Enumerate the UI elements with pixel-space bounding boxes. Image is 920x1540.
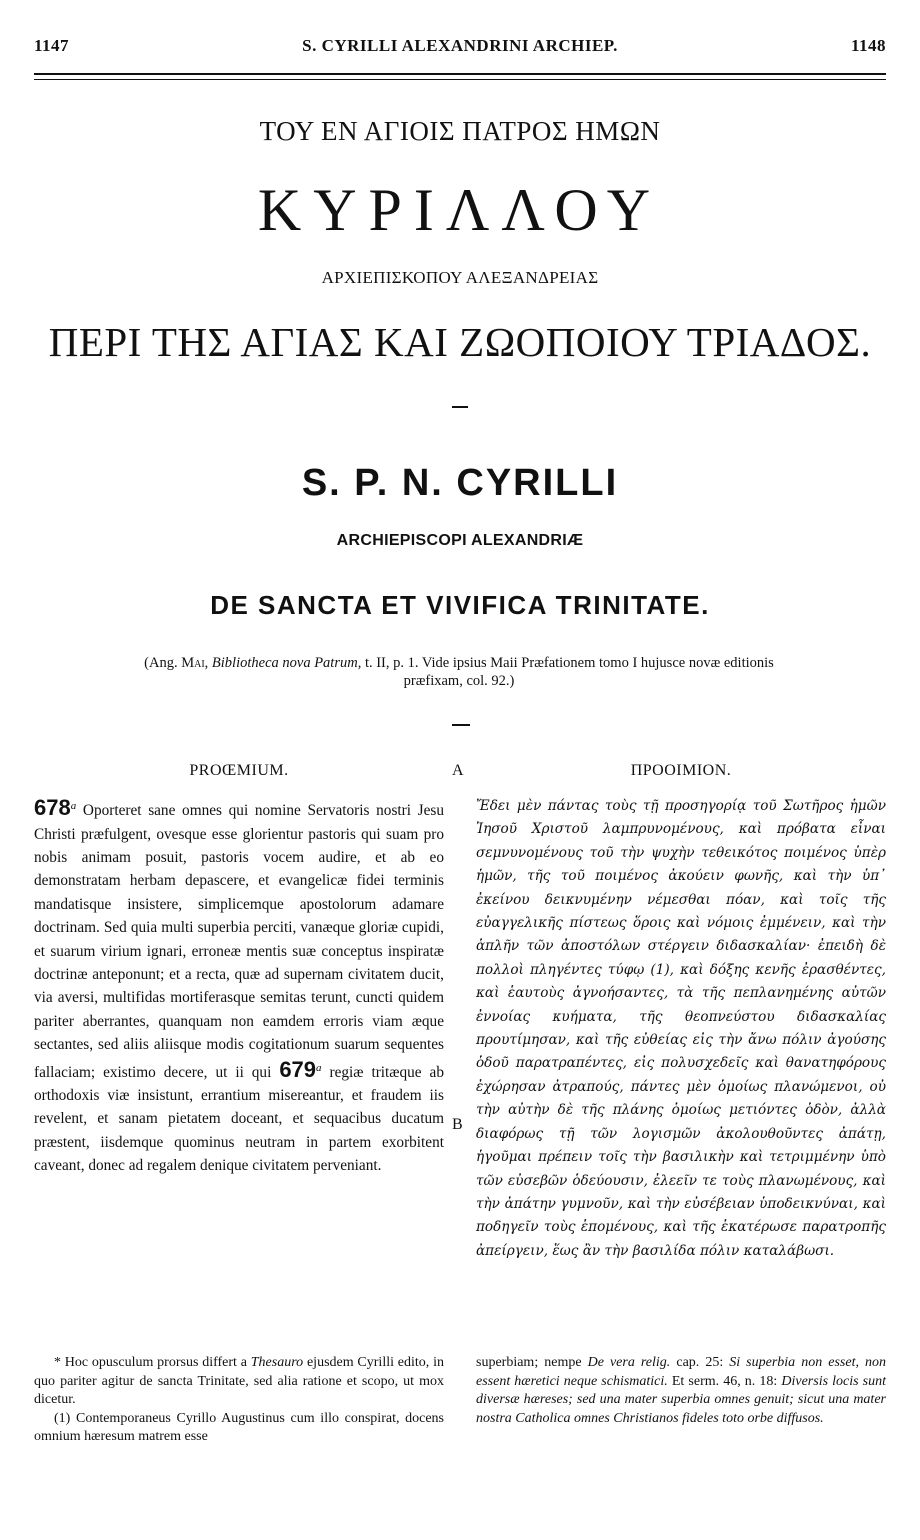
column-marker: a (70, 800, 77, 812)
footnotes-left (34, 1354, 444, 1447)
header-rule-thin (34, 79, 886, 80)
source-note-rest-1: , t. II, p. 1. Vide ipsius Maii Præfationem tomo I hujusce novæ editionis (357, 655, 774, 671)
fn-right-a: superbiam; nempe (476, 1355, 588, 1370)
latin-paragraph (34, 795, 444, 1178)
footnote-star (34, 1354, 444, 1410)
latin-text-part-1: Oporteret sane omnes qui nomine Servatoris nostri Jesu Christi præfulgent, ovesque esse glorientur pastoris qui suam pro nobis animam posuit, pastoris vocem audire, et ab eo demonstratam herbam depascere, et evangelicæ fidei terminis mandatisque insistere, simplicemque apostolorum adamare doctrinam. Sed quia multi superbia perciti, vanæque gloriæ cupidi, et suarum virium ignari, erroneæ mentis suæ conceptus inspiratæ doctrinæ anteponunt; et a recta, quæ ad supernam civitatem ducit, via aversi, multifidas mortiferasque semitas terunt, cuncti quidem pariter aberrantes, quanquam non eamdem erroris viam æque sectantes, sed aliis aliisque modis cogitationum suarum sequentes fallaciam; existimo decere, ut ii qui (34, 802, 445, 1081)
greek-paragraph: Ἔδει μὲν πάντας τοὺς τῇ προσηγορίᾳ τοῦ Σωτῆρος ἡμῶν Ἰησοῦ Χριστοῦ λαμπρυνομένους, καὶ πρόβατα εἶναι σεμνυνομένους τοῦ τὴν ψυχὴν τεθεικότος ποιμένος ὑπὲρ ἡμῶν, τῆς τοῦ ποιμένος ἀκούειν φωνῆς, καὶ τὴν ὑπ᾽ ἐκείνου δεικνυμένην νέμεσθαι πόαν, καὶ τοῖς τῆς εὐαγγελικῆς πίστεως ὅροις καὶ νόμοις ἐμμένειν, καὶ τὴν ἁπλῆν τῶν ἀποστόλων στέργειν διδασκαλίαν· ἐπειδὴ δὲ πολλοὶ πληγέντες τύφῳ (1), καὶ δόξης κενῆς ἐρασθέντες, καὶ ἑαυτοὺς ἀγνοήσαντες, τὰ τῆς πεπλανημένης αὐτῶν ἐννοίας κυήματα, τῆς θεοπνεύστου διδασκαλίας προυτίμησαν, καὶ τῆς εὐθείας εἰς τὴν ἄνω πόλιν ἀγούσης ὁδοῦ παρατραπέντες, εἰς πολυσχεδεῖς καὶ θανατηφόρους ἐχώρησαν ἀτραπούς, πάντες μὲν ὁμοίως πλανώμενοι, οὐ τὴν αὐτὴν δὲ τῆς πλάνης ὁμοίως μετιόντες ὁδὸν, ἀλλὰ διαφόρως τῇ τῶν λογισμῶν ἀκολουθοῦντες ἀπάτῃ, ἡγοῦμαι πρέπειν τοῖς τὴν βασιλικὴν καὶ τετριμμένην ὑπὸ τῶν εὐσεβῶν ὁδεύουσιν, ἐλεεῖν τε τοὺς πλανωμένους, καὶ τὴν ἀπάτην γυμνοῦν, καὶ τὴν εὐσέβειαν ὑποδεικνύναι, καὶ ποδηγεῖν τοὺς ἑπομένους, καὶ τῆς ἑκατέρωσε παρατροπῆς ἀπείργειν, ἕως ἂν τὴν βασιλίδα πόλιν καταλάβωσι. (476, 798, 886, 1259)
footnotes-right (476, 1354, 886, 1428)
column-number-679: 679 (279, 1056, 317, 1082)
left-column-heading: PROŒMIUM. (189, 762, 289, 779)
greek-title-line-1: ΤΟΥ ΕΝ ΑΓΙΟΙΣ ΠΑΤΡΟΣ ΗΜΩΝ (259, 116, 661, 146)
running-title: S. CYRILLI ALEXANDRINI ARCHIEP. (302, 36, 618, 55)
greek-text-column (476, 795, 886, 1263)
source-note-author: Mai (181, 655, 205, 671)
greek-title-name: ΚΥΡΙΛΛΟΥ (257, 177, 663, 243)
source-note-sep: , (204, 655, 212, 671)
right-column-heading: ΠΡΟΟΙΜΙΟΝ. (630, 762, 732, 779)
footnote-star-c: ejusdem Cyrilli edito, in quo pariter agitur de sancta Trinitate, sed alia ratione et scopo, ut mox dicetur. (34, 1355, 444, 1408)
latin-title-line-1: S. P. N. CYRILLI (301, 462, 619, 504)
source-note-prefix: (Ang. (144, 655, 182, 671)
latin-title-line-3: DE SANCTA ET VIVIFICA TRINITATE. (210, 590, 710, 620)
left-column-number: 1147 (34, 36, 70, 55)
column-number-678: 678 (34, 795, 71, 821)
margin-letter-b: B (452, 1116, 463, 1133)
footnote-1: (1) Contemporaneus Cyrillo Augustinus cum illo conspirat, docens omnium hæresum matrem esse (34, 1410, 444, 1445)
running-header (34, 36, 886, 64)
fn-right-e: Et serm. 46, n. 18: (667, 1373, 782, 1389)
right-column-number: 1148 (850, 36, 886, 55)
fn-right-d: Si superbia non esset, non essent hæretici neque schismatici. (476, 1355, 887, 1389)
margin-letter-a: A (452, 762, 464, 779)
latin-text-part-2: regiæ tritæque ab orthodoxis viæ insistunt, errantium misereantur, et fraudem iis revelent, et sanam pietatem doceant, et sequacibus ducatum præstent, iisdemque quominus neutram in partem exorbitent caveant, donec ad regalem denique civitatem perveniant. (34, 1063, 444, 1175)
source-note (52, 654, 866, 690)
latin-text-column (34, 795, 444, 1178)
fn-right-b: De vera relig. (587, 1355, 671, 1370)
latin-title-line-2: ARCHIEPISCOPI ALEXANDRIÆ (336, 532, 584, 549)
header-rule (34, 73, 886, 75)
footnote-star-b: Thesauro (250, 1355, 304, 1370)
note-separator (452, 724, 470, 726)
greek-title-line-3: ΑΡΧΙΕΠΙΣΚΟΠΟΥ ΑΛΕΞΑΝΔΡΕΙΑΣ (321, 268, 599, 287)
title-separator (452, 406, 468, 408)
footnote-star-a: * Hoc opusculum prorsus differt a (54, 1355, 251, 1370)
greek-title-line-4: ΠΕΡΙ ΤΗΣ ΑΓΙΑΣ ΚΑΙ ΖΩΟΠΟΙΟΥ ΤΡΙΑΔΟΣ. (48, 319, 872, 365)
fn-right-f: Diversis locis sunt diversæ hæreses; sed una mater superbia omnes genuit; sicut una mater nostra Catholica omnes Christianos fideles toto orbe diffusos. (476, 1373, 886, 1426)
source-note-rest-2: præfixam, col. 92.) (403, 673, 515, 689)
fn-right-c: cap. 25: (670, 1355, 730, 1370)
footnote-1-continued (476, 1354, 886, 1428)
source-note-work: Bibliotheca nova Patrum (211, 655, 358, 671)
column-marker-2: a (316, 1061, 322, 1074)
